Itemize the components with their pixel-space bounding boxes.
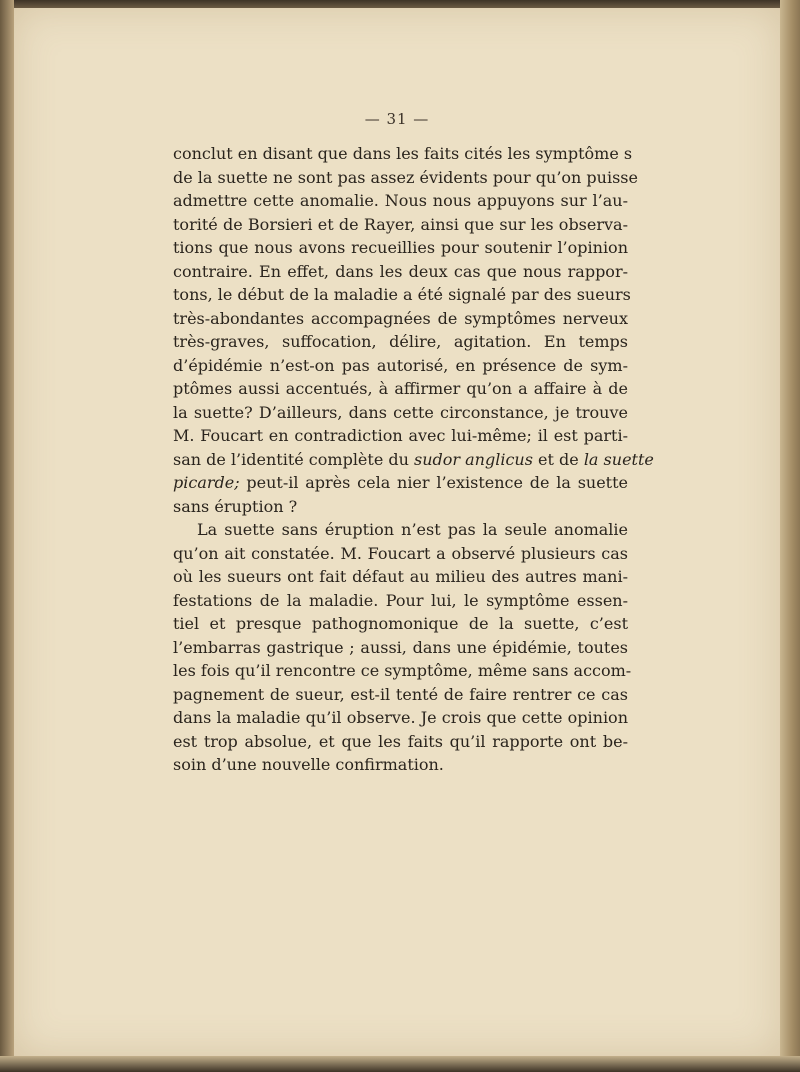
scan-top-edge [0, 0, 800, 8]
text-line: de la suette ne sont pas assez évidents pour qu’on puisse [173, 167, 638, 187]
text-line: festations de la maladie. Pour lui, le symptôme essen- [173, 590, 628, 610]
paragraph-first-line: La suette sans éruption n’est pas la seule anomalie [197, 520, 628, 539]
text-line: tions que nous avons recueillies pour soutenir l’opinion [173, 238, 628, 257]
text-line: M. Foucart en contradiction avec lui-même; il est parti- [173, 426, 628, 445]
text-line-with-italics [173, 471, 628, 495]
text-line: d’épidémie n’est-on pas autorisé, en présence de sym- [173, 355, 628, 375]
italic-term: picarde; [173, 473, 240, 492]
text-line-with-italics [173, 448, 654, 472]
text-line: admettre cette anomalie. Nous nous appuyons sur l’au- [173, 191, 628, 210]
text-line: contraire. En effet, dans les deux cas que nous rappor- [173, 261, 628, 281]
text-line: dans la maladie qu’il observe. Je crois que cette opinion [173, 708, 628, 727]
text-line: où les sueurs ont fait défaut au milieu des autres mani- [173, 567, 628, 586]
text-line: torité de Borsieri et de Rayer, ainsi que sur les observa- [173, 214, 628, 234]
text-line: est trop absolue, et que les faits qu’il rapporte ont be- [173, 731, 628, 751]
scan-binding-edge [0, 0, 14, 1072]
paragraph-last-line: soin d’une nouvelle confirmation. [173, 755, 444, 774]
book-page [14, 8, 780, 1056]
text-line: conclut en disant que dans les faits cités les symptôme s [173, 144, 633, 163]
text-line: tons, le début de la maladie a été signalé par des sueurs [173, 285, 631, 304]
text-line: les fois qu’il rencontre ce symptôme, même sans accom- [173, 661, 632, 680]
paragraph-last-line: sans éruption ? [173, 496, 298, 516]
text-fragment: san de l’identité complète du [173, 449, 415, 469]
text-line: pagnement de sueur, est-il tenté de faire rentrer ce cas [173, 684, 628, 704]
text-line: très-abondantes accompagnées de symptômes nerveux [173, 308, 628, 328]
text-line: tiel et presque pathognomonique de la suette, c’est [173, 614, 628, 633]
scan-right-edge [780, 0, 800, 1072]
text-line: la suette? D’ailleurs, dans cette circonstance, je trouve [173, 402, 628, 422]
italic-term: sudor anglicus [414, 449, 533, 469]
text-fragment: et de [532, 449, 584, 469]
text-line: ptômes aussi accentués, à affirmer qu’on a affaire à de [173, 379, 628, 398]
text-line: très-graves, suffocation, délire, agitation. En temps [173, 332, 628, 351]
text-fragment: peut-il après cela nier l’existence de la suette [239, 473, 628, 492]
text-line: qu’on ait constatée. M. Foucart a observé plusieurs cas [173, 543, 628, 563]
scan-bottom-edge [0, 1056, 800, 1072]
page-number: — 31 — [364, 110, 430, 128]
body-text [173, 142, 654, 777]
italic-term: la suette [583, 449, 654, 469]
text-line: l’embarras gastrique ; aussi, dans une épidémie, toutes [173, 637, 628, 657]
